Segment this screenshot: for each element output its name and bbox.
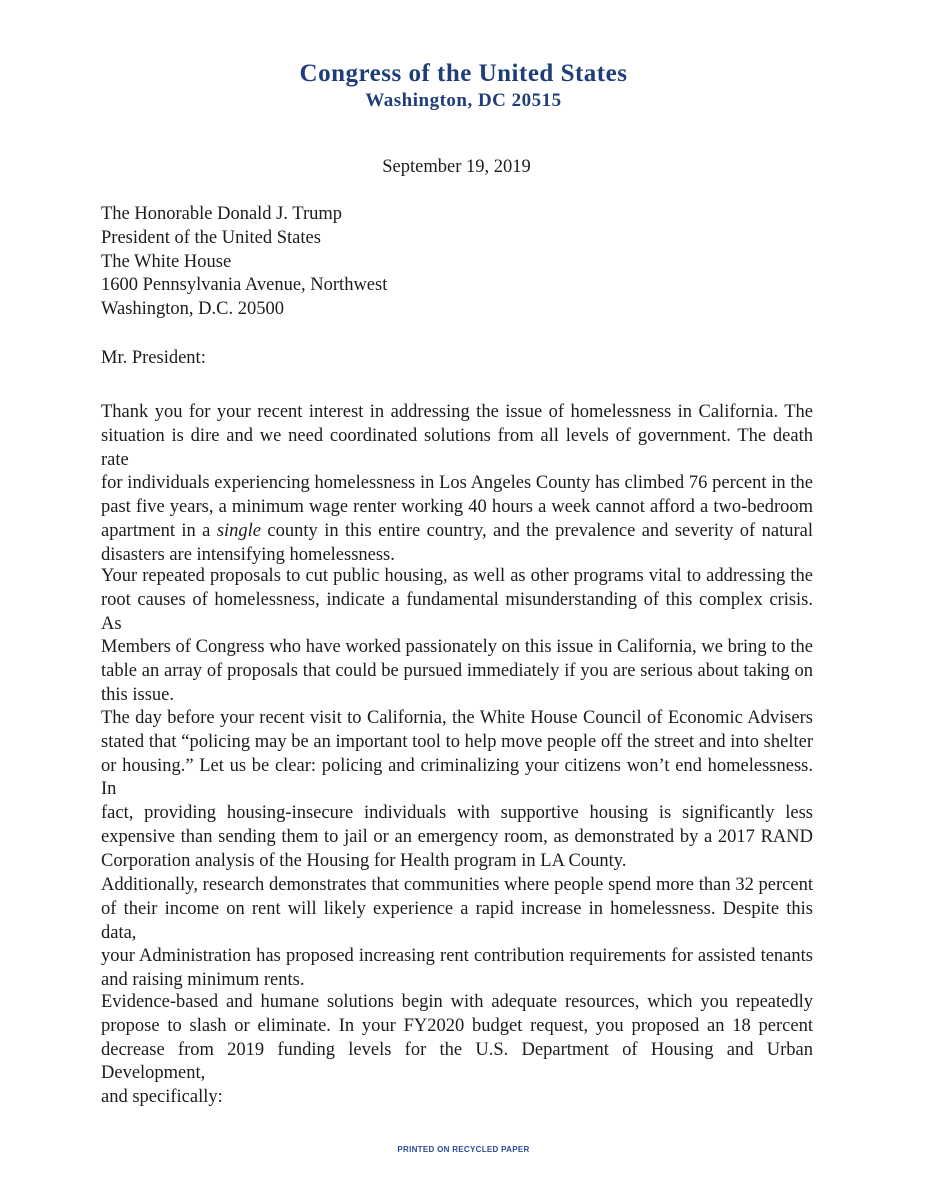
text-line: Thank you for your recent interest in addressing the issue of homelessness in California. The — [101, 402, 813, 422]
text-line: of their income on rent will likely experience a rapid increase in homelessness. Despite this data, — [101, 898, 813, 943]
salutation: Mr. President: — [101, 348, 206, 368]
paragraph-4 — [101, 874, 813, 993]
text-line: this issue. — [101, 684, 174, 705]
text-line: Corporation analysis of the Housing for Health program in LA County. — [101, 850, 627, 871]
text-line: The day before your recent visit to California, the White House Council of Economic Advisers — [101, 708, 813, 728]
letter-date: September 19, 2019 — [382, 157, 531, 177]
text-line: situation is dire and we need coordinated solutions from all levels of government. The death rate — [101, 425, 813, 470]
paragraph-3 — [101, 707, 813, 874]
recycled-paper-footer: PRINTED ON RECYCLED PAPER — [397, 1145, 530, 1154]
text-line: decrease from 2019 funding levels for the U.S. Department of Housing and Urban Development, — [101, 1039, 813, 1084]
text-line: stated that “policing may be an important tool to help move people off the street and into shelter — [101, 731, 813, 752]
address-line: Washington, D.C. 20500 — [101, 299, 284, 320]
text-line: root causes of homelessness, indicate a fundamental misunderstanding of this complex crisis. As — [101, 589, 813, 634]
text-line: and specifically: — [101, 1087, 223, 1108]
paragraph-5 — [101, 991, 813, 1110]
address-line: The Honorable Donald J. Trump — [101, 204, 342, 224]
letterhead-subtitle: Washington, DC 20515 — [365, 90, 562, 111]
text-line: table an array of proposals that could be pursued immediately if you are serious about taking on — [101, 661, 813, 682]
text-line — [101, 520, 813, 544]
paragraph-2 — [101, 565, 813, 708]
text-line: fact, providing housing-insecure individuals with supportive housing is significantly less — [101, 803, 813, 824]
text-line: Members of Congress who have worked passionately on this issue in California, we bring to the — [101, 637, 813, 658]
text-line: disasters are intensifying homelessness. — [101, 544, 395, 565]
paragraph-1 — [101, 401, 813, 568]
text-segment: apartment in a — [101, 520, 217, 541]
text-line: or housing.” Let us be clear: policing and criminalizing your citizens won’t end homelessness. In — [101, 755, 813, 800]
text-line: Additionally, research demonstrates that communities where people spend more than 32 percent — [101, 875, 813, 895]
text-line: propose to slash or eliminate. In your FY2020 budget request, you proposed an 18 percent — [101, 1015, 813, 1036]
text-line: and raising minimum rents. — [101, 970, 305, 991]
address-line: President of the United States — [101, 227, 321, 248]
text-line: Evidence-based and humane solutions begin with adequate resources, which you repeatedly — [101, 992, 813, 1012]
letterhead-title: Congress of the United States — [299, 60, 628, 87]
address-line: The White House — [101, 251, 232, 272]
text-line: expensive than sending them to jail or an emergency room, as demonstrated by a 2017 RAND — [101, 826, 813, 847]
recipient-address — [101, 203, 813, 322]
text-line: your Administration has proposed increasing rent contribution requirements for assisted tenants — [101, 946, 813, 967]
text-line: Your repeated proposals to cut public housing, as well as other programs vital to addressing the — [101, 566, 813, 586]
text-line: past five years, a minimum wage renter working 40 hours a week cannot afford a two-bedroom — [101, 497, 813, 518]
text-line: for individuals experiencing homelessness in Los Angeles County has climbed 76 percent in the — [101, 473, 813, 494]
emphasis-single: single — [216, 520, 262, 541]
address-line: 1600 Pennsylvania Avenue, Northwest — [101, 275, 388, 296]
text-segment: county in this entire country, and the prevalence and severity of natural — [261, 520, 813, 541]
